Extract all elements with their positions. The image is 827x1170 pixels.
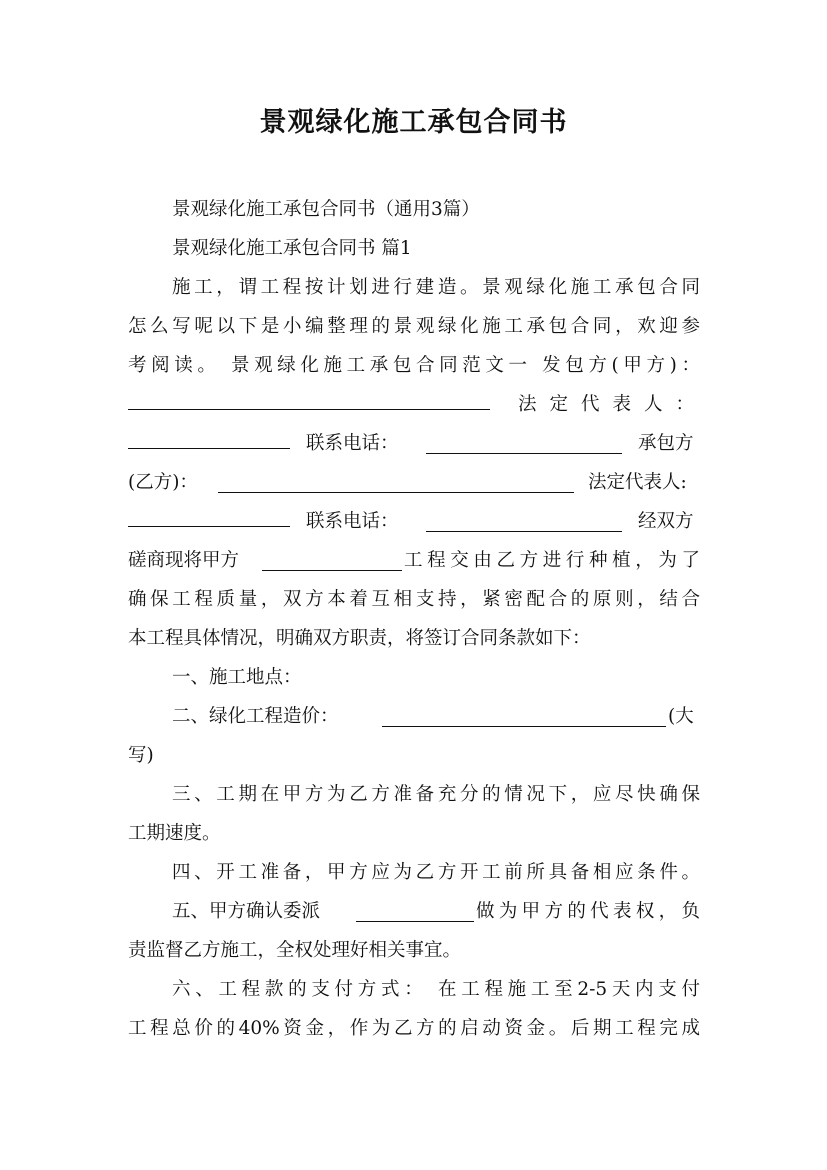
text-line: 景观绿化施工承包合同书（通用3篇）	[172, 199, 480, 220]
text-line: 法定代表人：	[128, 390, 700, 420]
fill-blank	[426, 435, 622, 454]
text-line: 本工程具体情况，明确双方职责，将签订合同条款如下：	[128, 628, 591, 649]
text-line: (乙方)： 法定代表人:	[128, 472, 687, 493]
text-line: 联系电话： 经双方	[128, 507, 700, 537]
text-line: 联系电话： 承包方	[128, 429, 700, 459]
fill-blank	[262, 552, 402, 571]
fill-blank	[382, 708, 666, 727]
text-line: 怎么写呢以下是小编整理的景观绿化施工承包合同，欢迎参	[128, 316, 700, 337]
text-line: 施工，谓工程按计划进行建造。景观绿化施工承包合同	[172, 277, 700, 298]
text-line: 磋商现将甲方 工程交由乙方进行种植，为了	[128, 550, 700, 571]
fill-blank	[128, 430, 290, 449]
text-line: 五、甲方确认委派 做为甲方的代表权，负	[172, 901, 700, 922]
text-line: 六、工程款的支付方式： 在工程施工至2-5天内支付	[172, 979, 700, 1000]
fill-blank	[128, 508, 290, 527]
text-line: 三、工期在甲方为乙方准备充分的情况下，应尽快确保	[172, 784, 700, 805]
text-line: 工期速度。	[128, 823, 221, 844]
text-line: 考阅读。 景观绿化施工承包合同范文一 发包方(甲方)：	[128, 355, 700, 376]
text-line: 二、绿化工程造价： (大	[172, 706, 694, 727]
document-title: 景观绿化施工承包合同书	[259, 107, 568, 138]
text-line: 责监督乙方施工，全权处理好相关事宜。	[128, 940, 462, 961]
fill-blank	[426, 513, 622, 532]
text-line: 确保工程质量，双方本着互相支持，紧密配合的原则，结合	[128, 589, 700, 610]
fill-blank	[356, 903, 474, 922]
text-line: 一、施工地点：	[172, 667, 302, 688]
text-line: 写)	[128, 745, 154, 766]
text-line: 四、开工准备，甲方应为乙方开工前所具备相应条件。	[172, 862, 700, 883]
fill-blank	[218, 474, 574, 493]
text-line: 景观绿化施工承包合同书 篇1	[172, 238, 412, 259]
fill-blank	[128, 391, 490, 410]
text-line: 工程总价的40%资金，作为乙方的启动资金。后期工程完成	[128, 1018, 700, 1039]
